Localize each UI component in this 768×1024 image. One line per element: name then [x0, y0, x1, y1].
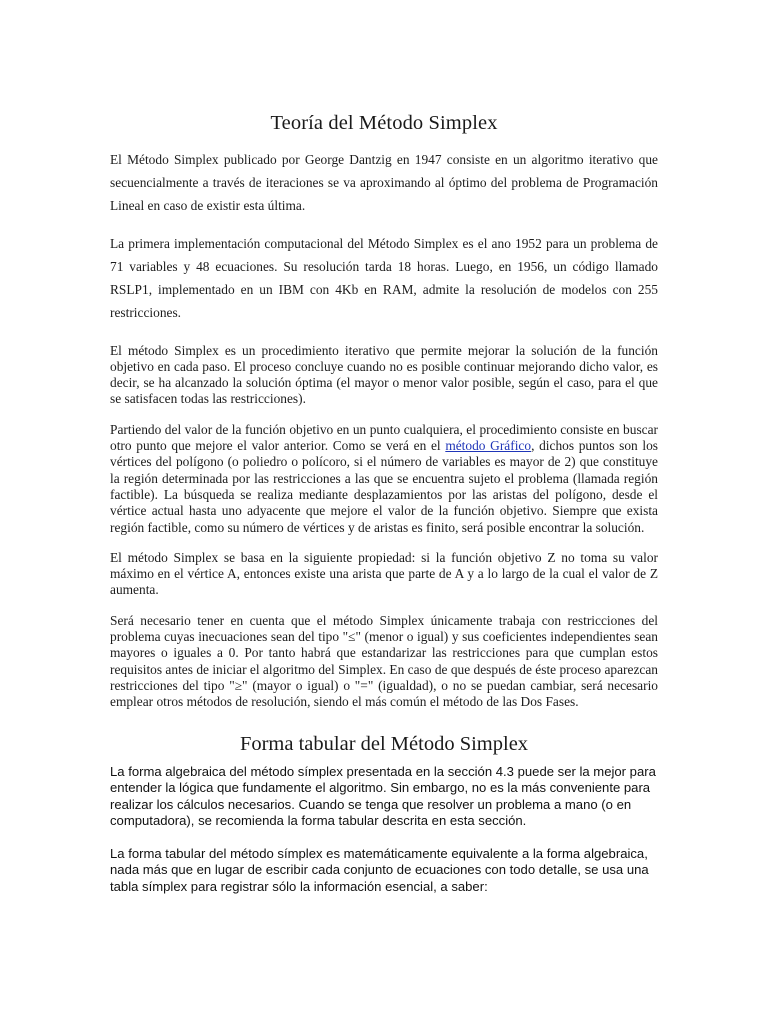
section-title-forma-tabular: Forma tabular del Método Simplex	[239, 732, 529, 755]
paragraph-history: La primera implementación computacional del Método Simplex es el ano 1952 para un problema de 71 variables y 48 ecuaciones. Su resolución tarda 18 horas. Luego, en 1956, un código llamado RSLP1, implementado en un IBM con 4Kb en RAM, admite la resolución de modelos con 255 restricciones.	[110, 236, 658, 320]
paragraph-algebraic-form: La forma algebraica del método símplex presentada en la sección 4.3 puede ser la mejor para entender la lógica que fundamente el algoritmo. Sin embargo, no es la más conveniente para realizar los cálculos necesarios. Cuando se tenga que resolver un problema a mano (o en computadora), se recomienda la forma tabular descrita en esta sección.	[110, 763, 656, 829]
paragraph-vertices-text-before: Partiendo del valor de la función objetivo en un punto cualquiera, el procedimiento consiste en buscar otro punto que mejore el valor anterior. Como se verá en el	[110, 421, 658, 454]
paragraph-tabular-form: La forma tabular del método símplex es matemáticamente equivalente a la forma algebraica, nada más que en lugar de escribir cada conjunto de ecuaciones con todo detalle, se usa una tabla símplex para registrar sólo la información esencial, a saber:	[110, 845, 649, 895]
paragraph-restrictions: Será necesario tener en cuenta que el método Simplex únicamente trabaja con restricciones del problema cuyas inecuaciones sean del tipo "≤" (menor o igual) y sus coeficientes independientes sean mayores o iguales a 0. Por tanto habrá que estandarizar las restricciones para que cumplan estos requisitos antes de iniciar el algoritmo del Simplex. En caso de que después de éste proceso aparezcan restricciones del tipo "≥" (mayor o igual) o "=" (igualdad), o no se puedan cambiar, será necesario emplear otros métodos de resolución, siendo el más común el método de las Dos Fases.	[110, 612, 658, 710]
paragraph-iterative: El método Simplex es un procedimiento iterativo que permite mejorar la solución de la función objetivo en cada paso. El proceso concluye cuando no es posible continuar mejorando dicho valor, es decir, se ha alcanzado la solución óptima (el mayor o menor valor posible, según el caso, para el que se satisfacen todas las restricciones).	[110, 342, 658, 407]
paragraph-intro: El Método Simplex publicado por George Dantzig en 1947 consiste en un algoritmo iterativo que secuencialmente a través de iteraciones se va aproximando al óptimo del problema de Programación Lineal en caso de existir esta última.	[110, 152, 658, 213]
paragraph-property: El método Simplex se basa en la siguiente propiedad: si la función objetivo Z no toma su valor máximo en el vértice A, entonces existe una arista que parte de A y a lo largo de la cual el valor de Z aumenta.	[110, 549, 658, 598]
paragraph-vertices	[110, 422, 658, 536]
paragraph-vertices-text-after: , dichos puntos son los vértices del polígono (o poliedro o polícoro, si el número de variables es mayor de 2) que constituye la región determinada por las restricciones a las que se encuentra sujeto el problema (llamada región factible). La búsqueda se realiza mediante desplazamientos por las aristas del polígono, desde el vértice actual hasta uno adyacente que mejore el valor de la función objetivo. Siempre que exista región factible, como su número de vértices y de aristas es finito, será posible encontrar la solución.	[110, 438, 659, 535]
section-title-teoria: Teoría del Método Simplex	[270, 112, 498, 134]
metodo-grafico-link[interactable]: método Gráfico	[445, 438, 532, 454]
